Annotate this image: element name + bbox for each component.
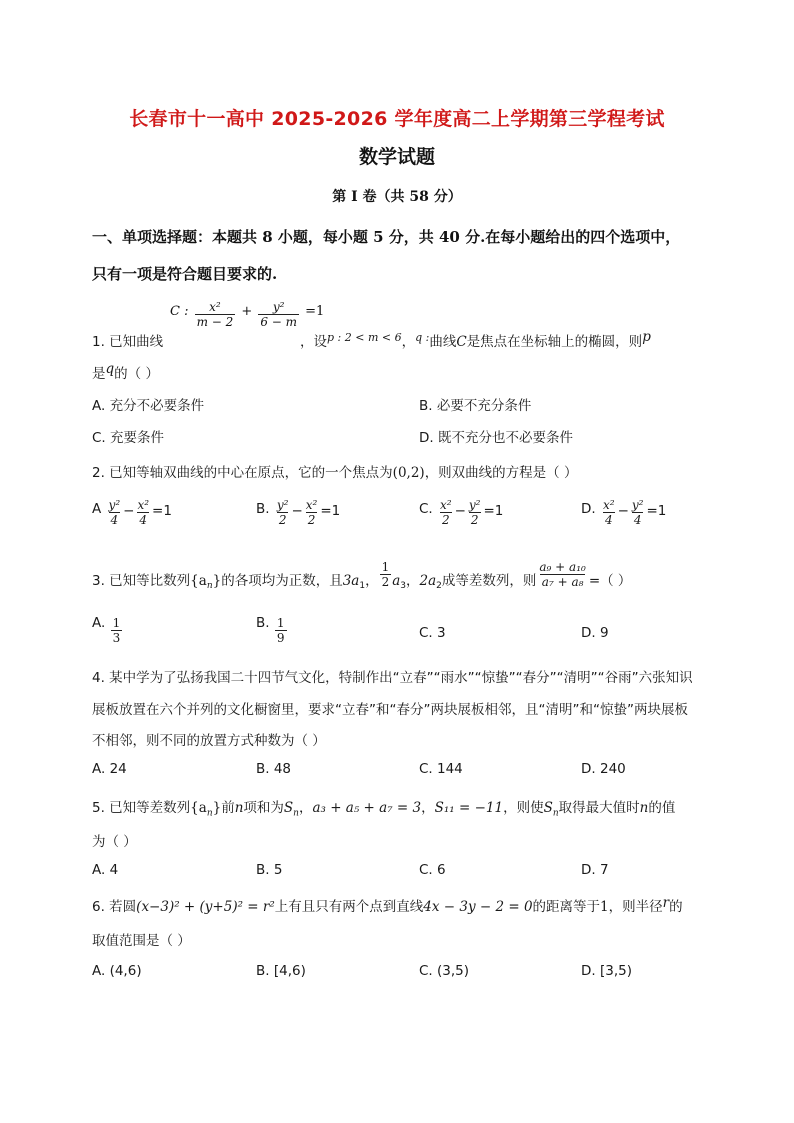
q3-stem: 3. 已知等比数列$\{a_n\}$的各项均为正数，且$3a_1$， $\frac{1}{2}$ $a_3$，$2a_2$成等差数列，则 $\frac{\text{a₉ + a₁₀}}{\text{a₇ + a₈}}$ =（ ）	[92, 560, 632, 592]
q2-option-a: A $\frac{\text{y²}}{4}$ − $\frac{\text{x²}}{4}$ =1	[92, 498, 172, 527]
q2-option-c: C. $\frac{\text{x²}}{2}$ − $\frac{\text{y²}}{2}$ =1	[419, 498, 504, 527]
q6-option-a: A. (4,6)	[92, 963, 142, 979]
q5-stem-line2: 为（ ）	[92, 834, 137, 850]
q2-option-b: B. $\frac{\text{y²}}{2}$ − $\frac{\text{x²}}{2}$ =1	[256, 498, 341, 527]
q6-option-d: D. [3,5)	[581, 963, 632, 979]
q3-option-c: C. 3	[419, 625, 446, 641]
q2-option-d: D. $\frac{\text{x²}}{4}$ − $\frac{\text{y²}}{4}$ =1	[581, 498, 667, 527]
q5-option-b: B. 5	[256, 862, 283, 878]
q4-option-c: C. 144	[419, 761, 463, 777]
q1-equation: $^{C :}$ $\frac{\text{x²}}{m - 2}$ + $\frac{\text{y²}}{6 - m}$ $^{=1}$	[170, 300, 325, 329]
q4-option-b: B. 48	[256, 761, 292, 777]
q6-option-b: B. [4,6)	[256, 963, 306, 979]
q1-stem-line1: 1. 已知曲线	[92, 334, 164, 350]
q2-stem: 2. 已知等轴双曲线的中心在原点，它的一个焦点为(0,2)，则双曲线的方程是（ ）	[92, 465, 578, 481]
subject-title: 数学试题	[358, 146, 435, 168]
q5-option-c: C. 6	[419, 862, 446, 878]
q3-option-b: B. $\frac{1}{9}$	[256, 614, 285, 645]
part-title: 第 I 卷（共 58 分）	[332, 189, 462, 205]
q3-option-a: A. $\frac{1}{3}$	[92, 614, 121, 645]
q5-option-a: A. 4	[92, 862, 119, 878]
q4-stem-line1: 4. 某中学为了弘扬我国二十四节气文化，特制作出“立春”“雨水”“惊蛰”“春分”“清明”“谷雨”六张知识	[92, 670, 693, 686]
section-heading-line2: 只有一项是符合题目要求的.	[92, 265, 278, 283]
q1-option-b: B. 必要不充分条件	[419, 398, 532, 414]
q3-option-d: D. 9	[581, 625, 609, 641]
q1-stem-line1-rest: ，设$^{p : 2 < m < 6}$，$^{q :}$曲线C是焦点在坐标轴上的椭圆，则p	[300, 329, 651, 350]
q4-stem-line3: 不相邻，则不同的放置方式种数为（ ）	[92, 733, 326, 749]
section-heading-line1: 一、单项选择题：本题共 8 小题，每小题 5 分，共 40 分.在每小题给出的四个选项中，	[92, 228, 681, 246]
q5-stem-line1: 5. 已知等差数列$\{a_n\}$前n项和为$S_n$，a₃ + a₅ + a₇ = 3，S₁₁ = −11，则使$S_n$取得最大值时n的值	[92, 800, 676, 819]
q6-option-c: C. (3,5)	[419, 963, 470, 979]
q6-stem-line1: 6. 若圆(x−3)² + (y+5)² = r²上有且只有两个点到直线4x − 3y − 2 = 0的距离等于1，则半径r的	[92, 895, 683, 915]
q1-option-a: A. 充分不必要条件	[92, 398, 205, 414]
exam-title: 长春市十一高中 2025-2026 学年度高二上学期第三学程考试	[129, 108, 665, 130]
q1-option-c: C. 充要条件	[92, 430, 165, 446]
q4-option-d: D. 240	[581, 761, 626, 777]
q6-stem-line2: 取值范围是（ ）	[92, 933, 191, 949]
q4-option-a: A. 24	[92, 761, 127, 777]
q5-option-d: D. 7	[581, 862, 609, 878]
q4-stem-line2: 展板放置在六个并列的文化橱窗里，要求“立春”和“春分”两块展板相邻，且“清明”和“惊蛰”两块展板	[92, 702, 688, 718]
q1-option-d: D. 既不充分也不必要条件	[419, 430, 573, 446]
q1-stem-line2: 是q的（ ）	[92, 361, 159, 382]
